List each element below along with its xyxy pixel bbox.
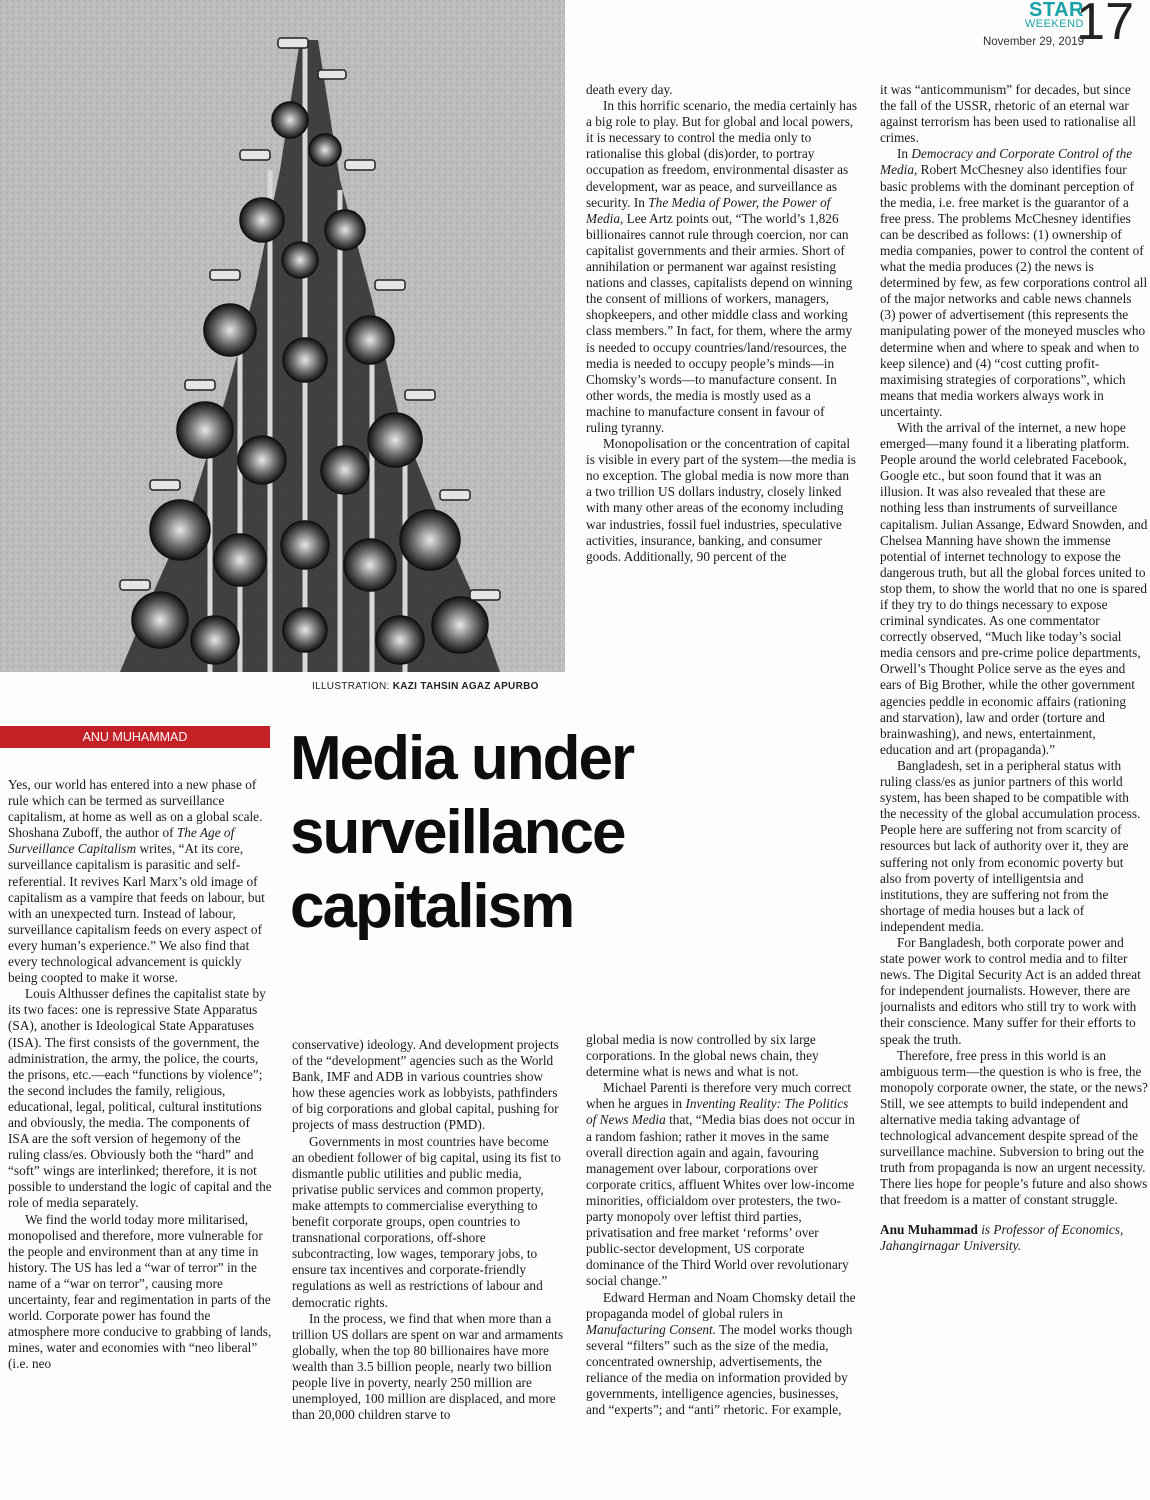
author-byline: ANU MUHAMMAD [0,726,270,748]
paragraph: death every day. [586,82,673,97]
surveillance-illustration [0,0,565,672]
brand-logo [1025,0,1084,30]
article-column-4 [880,82,1148,1500]
paragraph: Louis Althusser defines the capitalist state by its two faces: one is repressive State Apparatus (SA), another is Ideological State Apparatuses (ISA). The first consists of the government, the administration, the army, the police, the courts, the prisons, etc.—each “functions by violence”; the second includes the family, religious, educational, legal, political, cultural institutions and obviously, the media. The components of ISA are the soft version of hegemony of the ruling class/es. Obviously both the “hard” and “soft” wings are interlinked; therefore, it is not possible to understand the logic of capital and the role of media separately. [8,986,272,1211]
masthead [962,0,1142,52]
paragraph: We find the world today more militarised, monopolised and therefore, more vulnerable for the people and environment than at any time in history. The US has led a “war of terror” in the name of a “war on terror”, causing more uncertainty, fear and regimentation in parts of the world. Corporate power has found the atmosphere more conducive to grabbing of lands, mines, water and economies with “neo liberal” (i.e. neo [8,1211,272,1372]
page-number: 17 [1076,0,1134,51]
headline-line-2: surveillance [290,798,625,867]
paragraph: Therefore, free press in this world is an ambiguous term—the question is who is free, the monopoly corporate owner, the state, or the news? Still, we see attempts to build independent and alternative media taking advantage of technological advancement despite spread of the surveillance machine. Subversion to bring out the truth from propaganda is now an urgent necessity. There lies hope for people’s future and also shows that freedom is a matter of constant struggle. [880,1047,1148,1208]
paragraph: global media is now controlled by six large corporations. In the global news chain, they determine what is news and what is not. [586,1032,819,1080]
author-bio: Anu Muhammad is Professor of Economics, Jahangirnagar University. [880,1221,1124,1253]
brand-bottom: WEEKEND [1024,18,1084,30]
paragraph: Michael Parenti is therefore very much correct when he argues in Inventing Reality: The Politics of News Media that, “Media bias does not occur in a random fashion; rather it moves in the same overall direction again and again, favouring management over labour, corporations over corporate critics, affluent Whites over low-income minorities, officialdom over protesters, the two-party monopoly over leftist third parties, privatisation and free market ‘reforms’ over public-sector development, US corporate dominance of the Third World over revolutionary social change.” [586,1080,855,1289]
paragraph: Yes, our world has entered into a new phase of rule which can be termed as surveillance capitalism, at home as well as on a global scale. Shoshana Zuboff, the author of The Age of Surveillance Capitalism writes, “At its core, surveillance capitalism is parasitic and self-referential. It revives Karl Marx’s old image of capitalism as a vampire that feeds on labour, but with an unexpected turn. Instead of labour, surveillance capitalism feeds on every aspect of every human’s experience.” We also find that every technological advancement is quickly being coopted to make it worse. [8,777,265,986]
headline-line-1: Media under [290,724,634,793]
paragraph: Monopolisation or the concentration of capital is visible in every part of the system—the media is no exception. The global media is now more than a two trillion US dollars industry, closely linked with many other areas of the economy including war industries, fossil fuel industries, speculative activities, insurance, banking, and consumer goods. Additionally, 90 percent of the [586,436,856,564]
paragraph: With the arrival of the internet, a new hope emerged—many found it a liberating platform. People around the world celebrated Facebook, Google etc., but soon found that it was an illusion. It was also revealed that these are nothing less than instruments of surveillance capitalism. Julian Assange, Edward Snowden, and Chelsea Manning have shown the immense potential of internet technology to expose the dangerous truth, but all the global forces united to stop them, to show the world that no one is spared if they try to do things necessary to expose criminal syndicates. As one commentator correctly observed, “Much like today’s social media censors and pre-crime police departments, Orwell’s Thought Police serve as the eyes and ears of Big Brother, while the other government agencies peddle in economic affairs (rationing and starvation), law and order (torture and brainwashing), and news, entertainment, education and art (propaganda).” [880,419,1148,757]
paragraph: In this horrific scenario, the media certainly has a big role to play. But for global and local powers, it is necessary to control the media only to rationalise this global (dis)order, to portray occupation as freedom, environmental disaster as development, war as peace, and surveillance as security. In The Media of Power, the Power of Media, Lee Artz points out, “The world’s 1,826 billionaires cannot rule through coercion, nor can capitalist governments and their armies. Short of annihilation or permanent war against resisting nations and classes, capitalists depend on winning the consent of millions of workers, managers, shopkeepers, and other middle class and working class members.” In fact, for them, where the army is needed to occupy countries/land/resources, the media is needed to occupy people’s minds—in Chomsky’s words—to manufacture consent. In other words, the media is mostly used as a machine to manufacture consent in favour of ruling tyranny. [586,98,858,435]
paragraph: In the process, we find that when more than a trillion US dollars are spent on war and armaments globally, when the top 80 billionaires have more wealth than 3.5 billion people, nearly two billion people live in poverty, nearly 250 million are unemployed, 100 million are displaced, and more than 20,000 children starve to [292,1310,564,1423]
illustration-credit [312,681,539,692]
paragraph: For Bangladesh, both corporate power and state power work to control media and to filter news. The Digital Security Act is an added threat for independent journalists. However, there are journalists and editors who still try to work with their conscience. Many suffer for their efforts to speak the truth. [880,934,1141,1047]
paragraph: In Democracy and Corporate Control of the Media, Robert McChesney also identifies four basic problems with the dominant perception of the media, i.e. free market is the guarantor of a free press. The problems McChesney identifies can be described as follows: (1) ownership of media companies, power to control the content of what the media produces (2) the news is determined by few, as few corporations control all of the major networks and cable news channels (3) power of advertisement (this represents the manipulating power of the moneyed muscles who determine when and where to speak and when to keep silence) and (4) “cost cutting profit-maximising strategies of corporations”, which means that media workers always work in uncertainty. [880,146,1148,419]
paragraph: Edward Herman and Noam Chomsky detail the propaganda model of global rulers in Manufacturing Consent. The model works though several “filters” such as the size of the media, concentrated ownership, advertisements, the reliance of the media on information provided by governments, intelligence agencies, businesses, and “experts”; and “anti” rhetoric. For example, [586,1289,856,1418]
paragraph: conservative) ideology. And development projects of the “development” agencies such as the World Bank, IMF and ADB in various countries show how these agencies work as lobbyists, pathfinders of big corporations and global capital, pushing for projects of mass destruction (PMD). [292,1037,559,1133]
paragraph: Governments in most countries have become an obedient follower of big capital, using its fist to dismantle public utilities and public media, privatise public services and common property, make attempts to commercialise everything to benefit corporate groups, open countries to transnational corporations, off-shore subcontracting, low wages, temporary jobs, to ensure tax incentives and corporate-friendly regulations as well as restrictions of labour and democratic rights. [292,1133,561,1310]
article-column-2 [292,1037,564,1500]
headline-line-3: capitalism [290,872,574,941]
article-column-3-bottom [586,1032,858,1500]
paragraph: it was “anticommunism” for decades, but since the fall of the USSR, rhetoric of an eternal war against terrorism has been used to rationalise all crimes. [880,82,1136,146]
article-column-3-top [586,82,858,694]
issue-date: November 29, 2019 [982,36,1084,48]
article-column-1 [8,777,272,1500]
credit-label: ILLUSTRATION: [312,681,390,692]
brand-top: STAR [1029,0,1084,21]
credit-name: KAZI TAHSIN AGAZ APURBO [392,681,539,692]
paragraph: Bangladesh, set in a peripheral status with ruling class/es as junior partners of this world system, has been shaped to be compatible with the necessity of the global accumulation process. People here are suffering not from scarcity of resources but lack of authority over it, they are suffering not only from economic poverty but also from poverty of intelligentsia and institutions, they are suffering not from the shortage of media houses but a lack of independent media. [880,757,1141,934]
article-headline [290,722,634,944]
